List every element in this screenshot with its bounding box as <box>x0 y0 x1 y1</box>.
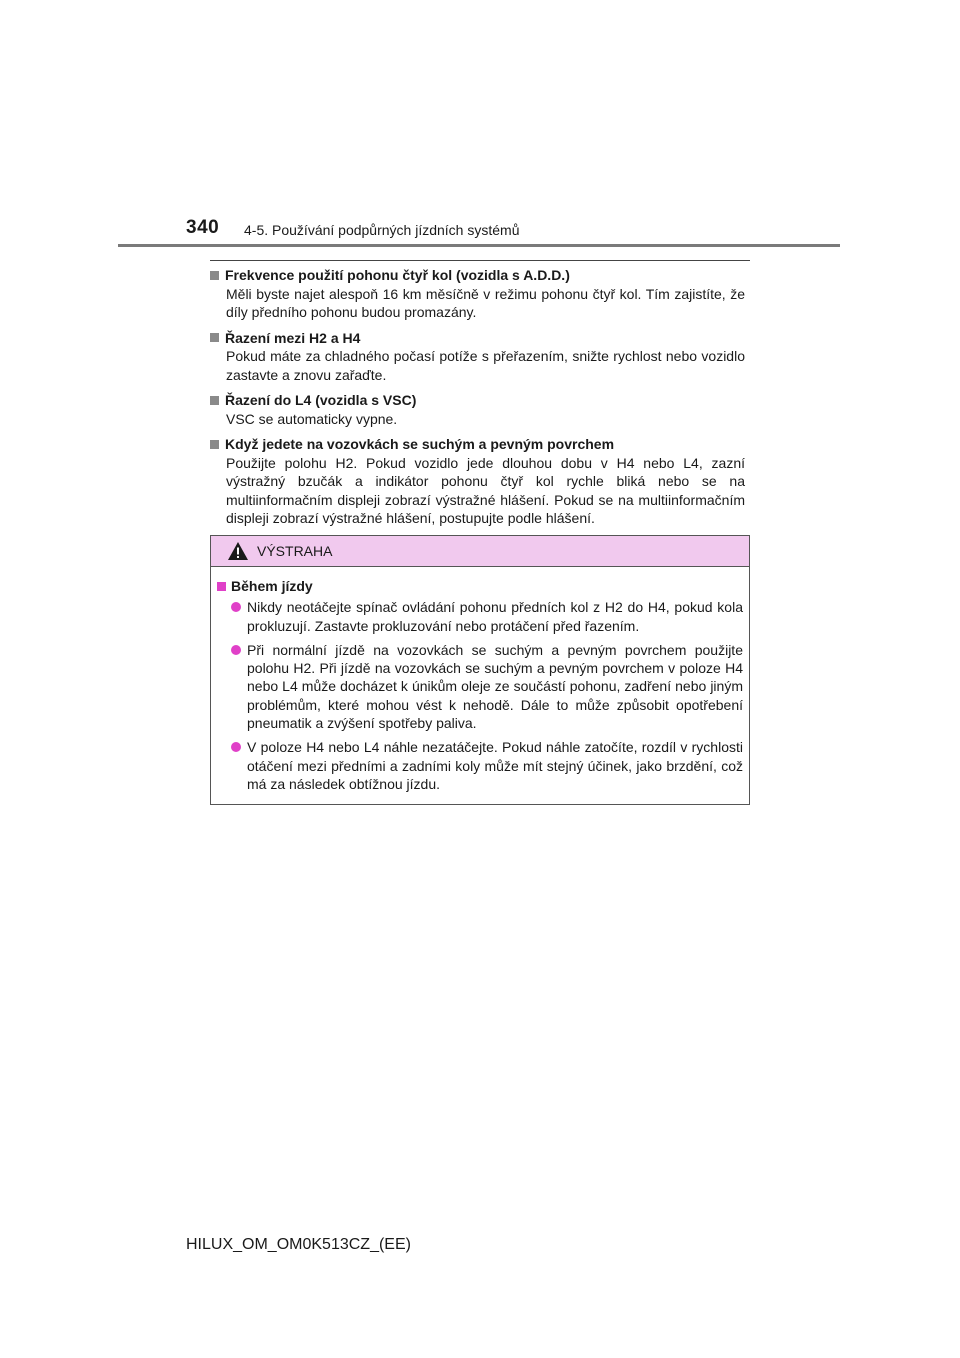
section-l4-shift <box>210 391 745 428</box>
warning-box <box>210 535 750 805</box>
section-h2-h4-shift <box>210 329 745 385</box>
section-heading <box>210 435 745 454</box>
warning-bullet <box>217 641 743 732</box>
section-heading-text: Frekvence použití pohonu čtyř kol (vozidla s A.D.D.) <box>225 267 570 283</box>
warning-bullet <box>217 598 743 635</box>
warning-title: VÝSTRAHA <box>257 543 333 559</box>
section-body: Pokud máte za chladného počasí potíže s přeřazením, snižte rychlost nebo vozidlo zastavte a znovu zařaďte. <box>226 348 745 383</box>
warning-subheading <box>217 577 743 595</box>
warning-bullet-text: V poloze H4 nebo L4 náhle nezatáčejte. Pokud náhle zatočíte, rozdíl v rychlosti otáčení mezi předními a zadními koly může mít stejný účinek, jako brzdění, což má za následek obtížnou jízdu. <box>247 739 743 792</box>
square-bullet-icon <box>210 396 219 405</box>
section-heading-text: Řazení do L4 (vozidla s VSC) <box>225 392 417 408</box>
page-number: 340 <box>186 217 220 238</box>
section-dry-roads <box>210 435 745 528</box>
square-bullet-icon <box>210 440 219 449</box>
section-body: Použijte polohu H2. Pokud vozidlo jede dlouhou dobu v H4 nebo L4, zazní výstražný bzučák a indikátor pohonu čtyř kol rychle bliká nebo se na multiinformačním displeji zobrazí výstražné hlášení. Pokud se na multiinformačním displeji zobrazí výstražné hlášení, postupujte podle hlášení. <box>226 454 745 526</box>
warning-subheading-text: Během jízdy <box>231 578 313 594</box>
section-heading <box>210 329 745 348</box>
warning-body <box>211 567 749 793</box>
warning-bullet-text: Při normální jízdě na vozovkách se suchým a pevným povrchem použijte polohu H2. Při jízdě na vozovkách se suchým a pevným povrchem v poloze H4 nebo L4 může docházet k únikům oleje ze součástí pohonu, zadření nebo jiným problémům, které mohou vést k nehodě. Dále to může způsobit opotřebení pneumatik a zvýšení spotřeby paliva. <box>247 641 743 732</box>
section-body: Měli byste najet alespoň 16 km měsíčně v režimu pohonu čtyř kol. Tím zajistíte, že díly předního pohonu budou promazány. <box>226 285 745 320</box>
warning-icon <box>227 541 249 561</box>
section-heading <box>210 266 745 285</box>
header-divider <box>118 244 840 247</box>
section-heading-text: Řazení mezi H2 a H4 <box>225 329 361 346</box>
document-code: HILUX_OM_OM0K513CZ_(EE) <box>186 1236 411 1253</box>
section-divider <box>210 260 750 261</box>
square-bullet-icon <box>217 582 226 591</box>
circle-bullet-icon <box>231 602 241 612</box>
section-awd-frequency <box>210 266 745 322</box>
warning-bullet-text: Nikdy neotáčejte spínač ovládání pohonu předních kol z H2 do H4, pokud kola prokluzují. Zastavte prokluzování nebo protáčení před řazením. <box>247 599 743 634</box>
square-bullet-icon <box>210 271 219 280</box>
circle-bullet-icon <box>231 645 241 655</box>
warning-bullet <box>217 738 743 793</box>
section-heading-text: Když jedete na vozovkách se suchým a pevným povrchem <box>225 436 615 452</box>
content-area <box>210 266 745 535</box>
warning-header <box>211 536 749 567</box>
circle-bullet-icon <box>231 742 241 752</box>
section-heading <box>210 391 745 410</box>
chapter-title: 4-5. Používání podpůrných jízdních systémů <box>244 222 520 238</box>
square-bullet-icon <box>210 333 219 342</box>
section-body: VSC se automaticky vypne. <box>226 410 398 427</box>
